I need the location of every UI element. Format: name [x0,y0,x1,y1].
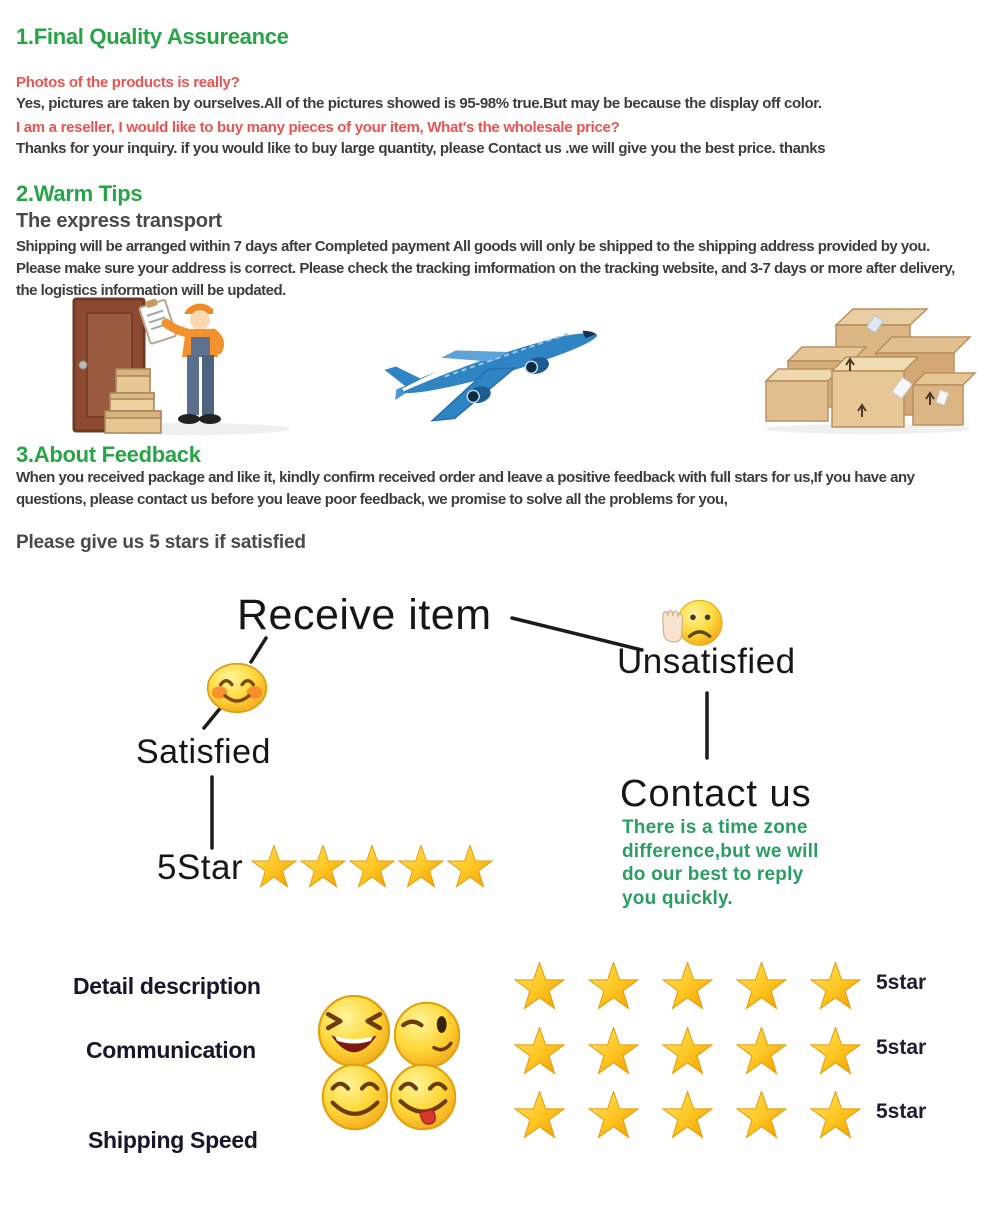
star-icon [300,845,346,889]
note-line: do our best to reply [622,864,804,885]
airplane-illustration [383,300,615,426]
cardboard-boxes-illustration [758,283,978,435]
star-icon [251,845,297,889]
rating-value-label: 5star [876,971,927,994]
faq-question: I am a reseller, I would like to buy many pieces of your item, What's the wholesale price? [16,119,620,136]
rating-row-label: Shipping Speed [88,1127,258,1153]
star-icon [736,962,787,1011]
seller-ratings [0,940,1000,1205]
feedback-flowchart [0,570,1000,935]
feedback-text-line: questions, please contact us before you leave poor feedback, we promise to solve all the problems for you, [16,491,728,508]
rating-stars-row [514,1091,861,1140]
smiling-emoji-icon [320,1062,390,1132]
section2-subheading: The express transport [16,210,222,232]
rating-row-label: Detail description [73,973,261,999]
faq-answer: Thanks for your inquiry. if you would like to buy large quantity, please Contact us .we will give you the best price. thanks [16,140,826,157]
delivery-man-at-door-illustration [60,293,312,437]
rating-stars-row [514,962,861,1011]
note-line: There is a time zone [622,817,808,838]
star-icon [514,1091,565,1140]
star-icon [736,1027,787,1076]
winking-emoji-icon [392,1000,462,1070]
star-icon [662,1027,713,1076]
shipping-text-line: Shipping will be arranged within 7 days after Completed payment All goods will only be shipped to the shipping address provided by you. [16,238,930,255]
flow-timezone-note [622,816,819,910]
star-icon [810,1091,861,1140]
star-icon [810,962,861,1011]
rating-row-label: Communication [86,1037,256,1063]
flow-contact-us-label: Contact us [620,773,812,815]
note-line: you quickly. [622,887,733,909]
rating-stars-row [514,1027,861,1076]
satisfied-emoji-icon [206,662,268,714]
flow-receive-item-label: Receive item [237,591,492,639]
flow-5star-label: 5Star [157,848,244,887]
section3-heading: 3.About Feedback [16,442,201,467]
star-icon [810,1027,861,1076]
star-icon [514,962,565,1011]
flow-satisfied-label: Satisfied [136,733,271,771]
flow-unsatisfied-label: Unsatisfied [617,642,796,681]
note-line: difference,but we will [622,840,819,862]
rating-value-label: 5star [876,1036,927,1059]
star-icon [514,1027,565,1076]
star-icon [447,845,493,889]
shipping-text-line: Please make sure your address is correct. Please check the tracking imformation on the tracking website, and 3-7 days or more after delivery, [16,260,955,277]
star-icon [588,962,639,1011]
faq-question: Photos of the products is really? [16,74,240,91]
star-icon [588,1027,639,1076]
star-icon [588,1091,639,1140]
star-icon [398,845,444,889]
section2-heading: 2.Warm Tips [16,181,143,206]
laughing-emoji-icon [316,993,392,1069]
star-icon [662,962,713,1011]
tongue-out-emoji-icon [388,1062,458,1132]
star-icon [662,1091,713,1140]
faq-answer: Yes, pictures are taken by ourselves.All of the pictures showed is 95-98% true.But may be because the display off color. [16,95,822,112]
star-icon [349,845,395,889]
shipping-text-line: the logistics information will be updated. [16,282,286,299]
flow-star-rating [251,845,493,889]
section1-heading: 1.Final Quality Assureance [16,24,289,49]
section3-subheading: Please give us 5 stars if satisfied [16,532,306,553]
feedback-text-line: When you received package and like it, kindly confirm received order and leave a positive feedback with full stars for us,If you have any [16,469,915,486]
star-icon [736,1091,787,1140]
rating-value-label: 5star [876,1100,927,1123]
